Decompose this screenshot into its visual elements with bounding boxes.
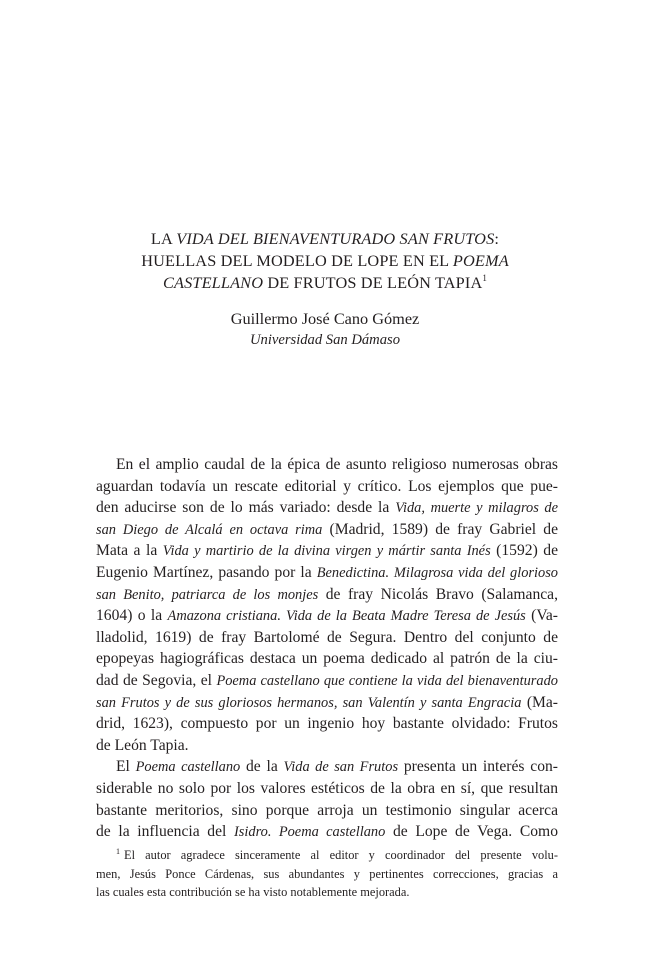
body-line: Mata a la Vida y martirio de la divina virgen y mártir santa Inés (1592) de (96, 542, 558, 560)
footnote-line: $^1$ El autor agradece sinceramente al editor y coordinador del presente volu- (116, 847, 558, 862)
title-italic-work: VIDA DEL BIENAVENTURADO SAN FRUTOS (176, 229, 495, 248)
body-line: den aducirse son de lo más variado: desde la Vida, muerte y milagros de (96, 499, 559, 517)
body-line: de León Tapia. (96, 736, 189, 754)
article-title (95, 228, 555, 294)
body-line: bastante meritorios, sino porque arroja un testimonio singular acerca (96, 801, 558, 819)
body-line: epopeyas hagiográficas destaca un poema dedicado al patrón de la ciu- (96, 650, 558, 668)
title-line-3: CASTELLANO DE FRUTOS DE LEÓN TAPIA$^1$ (162, 273, 488, 292)
body-line: san Diego de Alcalá en octava rima (Madrid, 1589) de fray Gabriel de (96, 520, 558, 538)
title-italic-poema: POEMA (452, 251, 509, 270)
body-text (96, 454, 558, 843)
body-line: san Benito, patriarca de los monjes de fray Nicolás Bravo (Salamanca, (96, 585, 558, 603)
body-line: san Frutos y de sus gloriosos hermanos, san Valentín y santa Engracia (Ma- (96, 693, 558, 711)
author-name: Guillermo José Cano Gómez (230, 309, 420, 328)
title-italic-castellano: CASTELLANO (162, 273, 264, 292)
body-line: lladolid, 1619) de fray Bartolomé de Segura. Dentro del conjunto de (96, 628, 558, 646)
body-line: drid, 1623), compuesto por un ingenio hoy bastante olvidado: Frutos (96, 715, 558, 733)
body-line: dad de Segovia, el Poema castellano que contiene la vida del bienaventurado (96, 671, 558, 689)
body-line: siderable no solo por los valores estéticos de la obra en sí, que resultan (96, 779, 558, 797)
body-line: aguardan todavía un rescate editorial y crítico. Los ejemplos que pue- (96, 477, 558, 495)
footnote (96, 846, 558, 902)
author-affiliation: Universidad San Dámaso (250, 332, 400, 348)
body-line: de la influencia del Isidro. Poema castellano de Lope de Vega. Como (96, 823, 558, 841)
body-line: El Poema castellano de la Vida de san Frutos presenta un interés con- (116, 758, 558, 776)
body-line: 1604) o la Amazona cristiana. Vida de la Beata Madre Teresa de Jesús (Va- (96, 607, 558, 625)
title-line-2: HUELLAS DEL MODELO DE LOPE EN EL POEMA (141, 251, 509, 270)
title-line-1: LA VIDA DEL BIENAVENTURADO SAN FRUTOS: (150, 229, 500, 248)
body-line: En el amplio caudal de la épica de asunto religioso numerosas obras (116, 456, 558, 473)
footnote-line: las cuales esta contribución se ha visto notablemente mejorada. (96, 885, 410, 900)
footnote-line: men, Jesús Ponce Cárdenas, sus abundantes y pertinentes correcciones, gracias a (96, 866, 558, 881)
body-line: Eugenio Martínez, pasando por la Benedictina. Milagrosa vida del glorioso (96, 563, 559, 581)
footnote-number: 1 (116, 847, 120, 856)
title-footnote-mark: 1 (482, 273, 488, 283)
